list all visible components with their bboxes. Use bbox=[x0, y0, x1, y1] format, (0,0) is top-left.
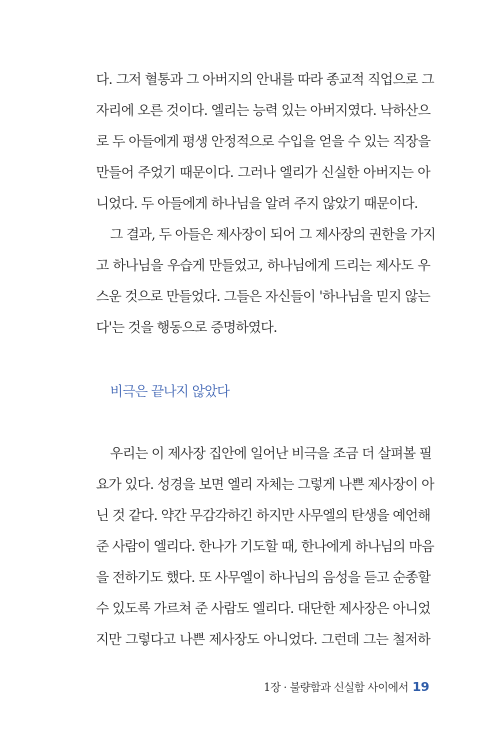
paragraph-1-line-5: 니었다. 두 아들에게 하나님을 알려 주지 않았기 때문이다. bbox=[96, 196, 418, 212]
running-chapter-title: 1장 · 불량함과 신실함 사이에서 bbox=[263, 681, 409, 694]
paragraph-1-line-4: 만들어 주었기 때문이다. 그러나 엘리가 신실한 아버지는 아 bbox=[96, 165, 430, 181]
paragraph-3-line-5: 을 전하기도 했다. 또 사무엘이 하나님의 음성을 듣고 순종할 bbox=[96, 570, 431, 586]
paragraph-3-line-7: 지만 그렇다고 나쁜 제사장도 아니었다. 그런데 그는 철저하 bbox=[96, 632, 430, 648]
paragraph-3-line-3: 닌 것 같다. 약간 무감각하긴 하지만 사무엘의 탄생을 예언해 bbox=[96, 508, 431, 524]
paragraph-1-line-1: 다. 그저 혈통과 그 아버지의 안내를 따라 종교적 직업으로 그 bbox=[96, 72, 434, 88]
paragraph-3-line-1: 우리는 이 제사장 집안에 일어난 비극을 조금 더 살펴볼 필 bbox=[110, 446, 432, 462]
paragraph-2-line-2: 고 하나님을 우습게 만들었고, 하나님에게 드리는 제사도 우 bbox=[96, 258, 430, 274]
paragraph-1-line-3: 로 두 아들에게 평생 안정적으로 수입을 얻을 수 있는 직장을 bbox=[96, 134, 431, 150]
paragraph-2-line-4: 다'는 것을 행동으로 증명하였다. bbox=[96, 320, 277, 336]
paragraph-3-line-2: 요가 있다. 성경을 보면 엘리 자체는 그렇게 나쁜 제사장이 아 bbox=[96, 477, 434, 493]
page-footer bbox=[264, 678, 429, 697]
paragraph-2-line-3: 스운 것으로 만들었다. 그들은 자신들이 '하나님을 믿지 않는 bbox=[96, 289, 430, 305]
paragraph-3-line-6: 수 있도록 가르쳐 준 사람도 엘리다. 대단한 제사장은 아니었 bbox=[96, 601, 431, 617]
paragraph-1-line-2: 자리에 오른 것이다. 엘리는 능력 있는 아버지였다. 낙하산으 bbox=[96, 103, 431, 119]
page-number: 19 bbox=[412, 679, 429, 694]
paragraph-2-line-1: 그 결과, 두 아들은 제사장이 되어 그 제사장의 권한을 가지 bbox=[110, 227, 436, 243]
section-heading: 비극은 끝나지 않았다 bbox=[110, 384, 230, 400]
paragraph-3-line-4: 준 사람이 엘리다. 한나가 기도할 때, 한나에게 하나님의 마음 bbox=[96, 539, 434, 555]
